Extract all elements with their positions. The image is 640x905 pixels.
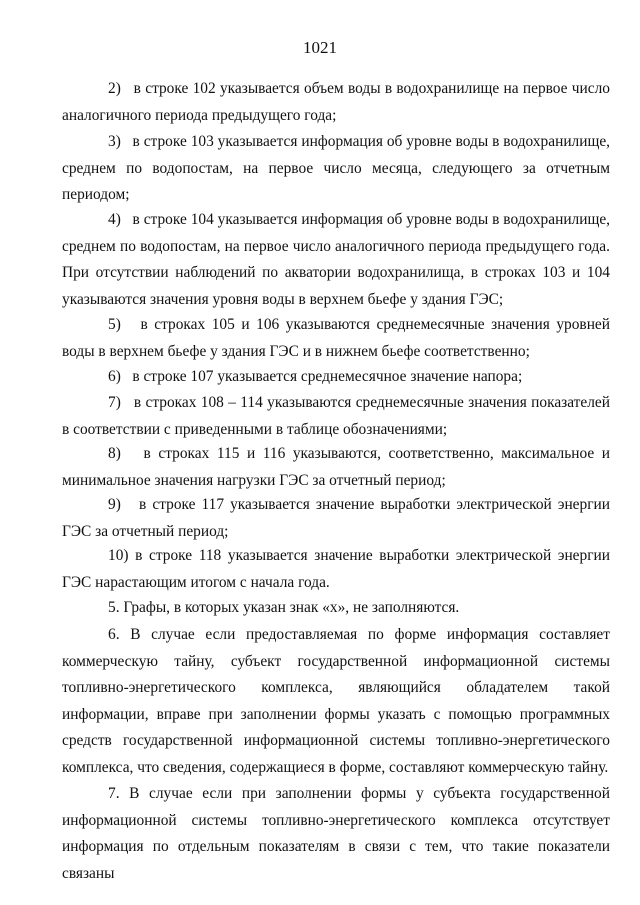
list-item-6: 6) в строке 107 указывается среднемесячное значение напора;	[108, 368, 523, 385]
paragraph-6: 6. В случае если предоставляемая по форме информация составляет коммерческую тайну, субъект государственной информационной системы топливно-энергетического комплекса, являющийся обладателем такой информации, вправе при заполнении формы указать с помощью программных средств государственной информационной системы топливно-энергетического комплекса, что сведения, содержащиеся в форме, составляют коммерческую тайну.	[62, 626, 610, 776]
paragraph-7: 7. В случае если при заполнении формы у субъекта государственной информационной системы топливно-энергетического комплекса отсутствует информация по отдельным показателям в связи с тем, что такие показатели связаны	[62, 785, 610, 882]
list-item-10: 10) в строке 118 указывается значение выработки электрической энергии ГЭС нарастающим итогом с начала года.	[62, 547, 610, 591]
list-item-8: 8) в строках 115 и 116 указываются, соответственно, максимальное и минимальное значения нагрузки ГЭС за отчетный период;	[62, 445, 610, 489]
list-item-5: 5) в строках 105 и 106 указываются среднемесячные значения уровней воды в верхнем бьефе у здания ГЭС и в нижнем бьефе соответственно;	[62, 316, 610, 360]
list-item-2: 2) в строке 102 указывается объем воды в водохранилище на первое число аналогичного периода предыдущего года;	[62, 80, 610, 124]
list-item-7: 7) в строках 108 – 114 указываются среднемесячные значения показателей в соответствии с приведенными в таблице обозначениями;	[62, 394, 610, 438]
list-item-4: 4) в строке 104 указывается информация об уровне воды в водохранилище, среднем по водопостам, на первое число аналогичного периода предыдущего года. При отсутствии наблюдений по акватории водохранилища, в строках 103 и 104 указываются значения уровня воды в верхнем бьефе у здания ГЭС;	[62, 211, 610, 308]
page-number: 1021	[303, 38, 337, 57]
list-item-3: 3) в строке 103 указывается информация об уровне воды в водохранилище, среднем по водопостам, на первое число месяца, следующего за отчетным периодом;	[62, 133, 610, 204]
paragraph-5: 5. Графы, в которых указан знак «х», не заполняются.	[108, 599, 460, 616]
list-item-9: 9) в строке 117 указывается значение выработки электрической энергии ГЭС за отчетный период;	[62, 496, 610, 540]
